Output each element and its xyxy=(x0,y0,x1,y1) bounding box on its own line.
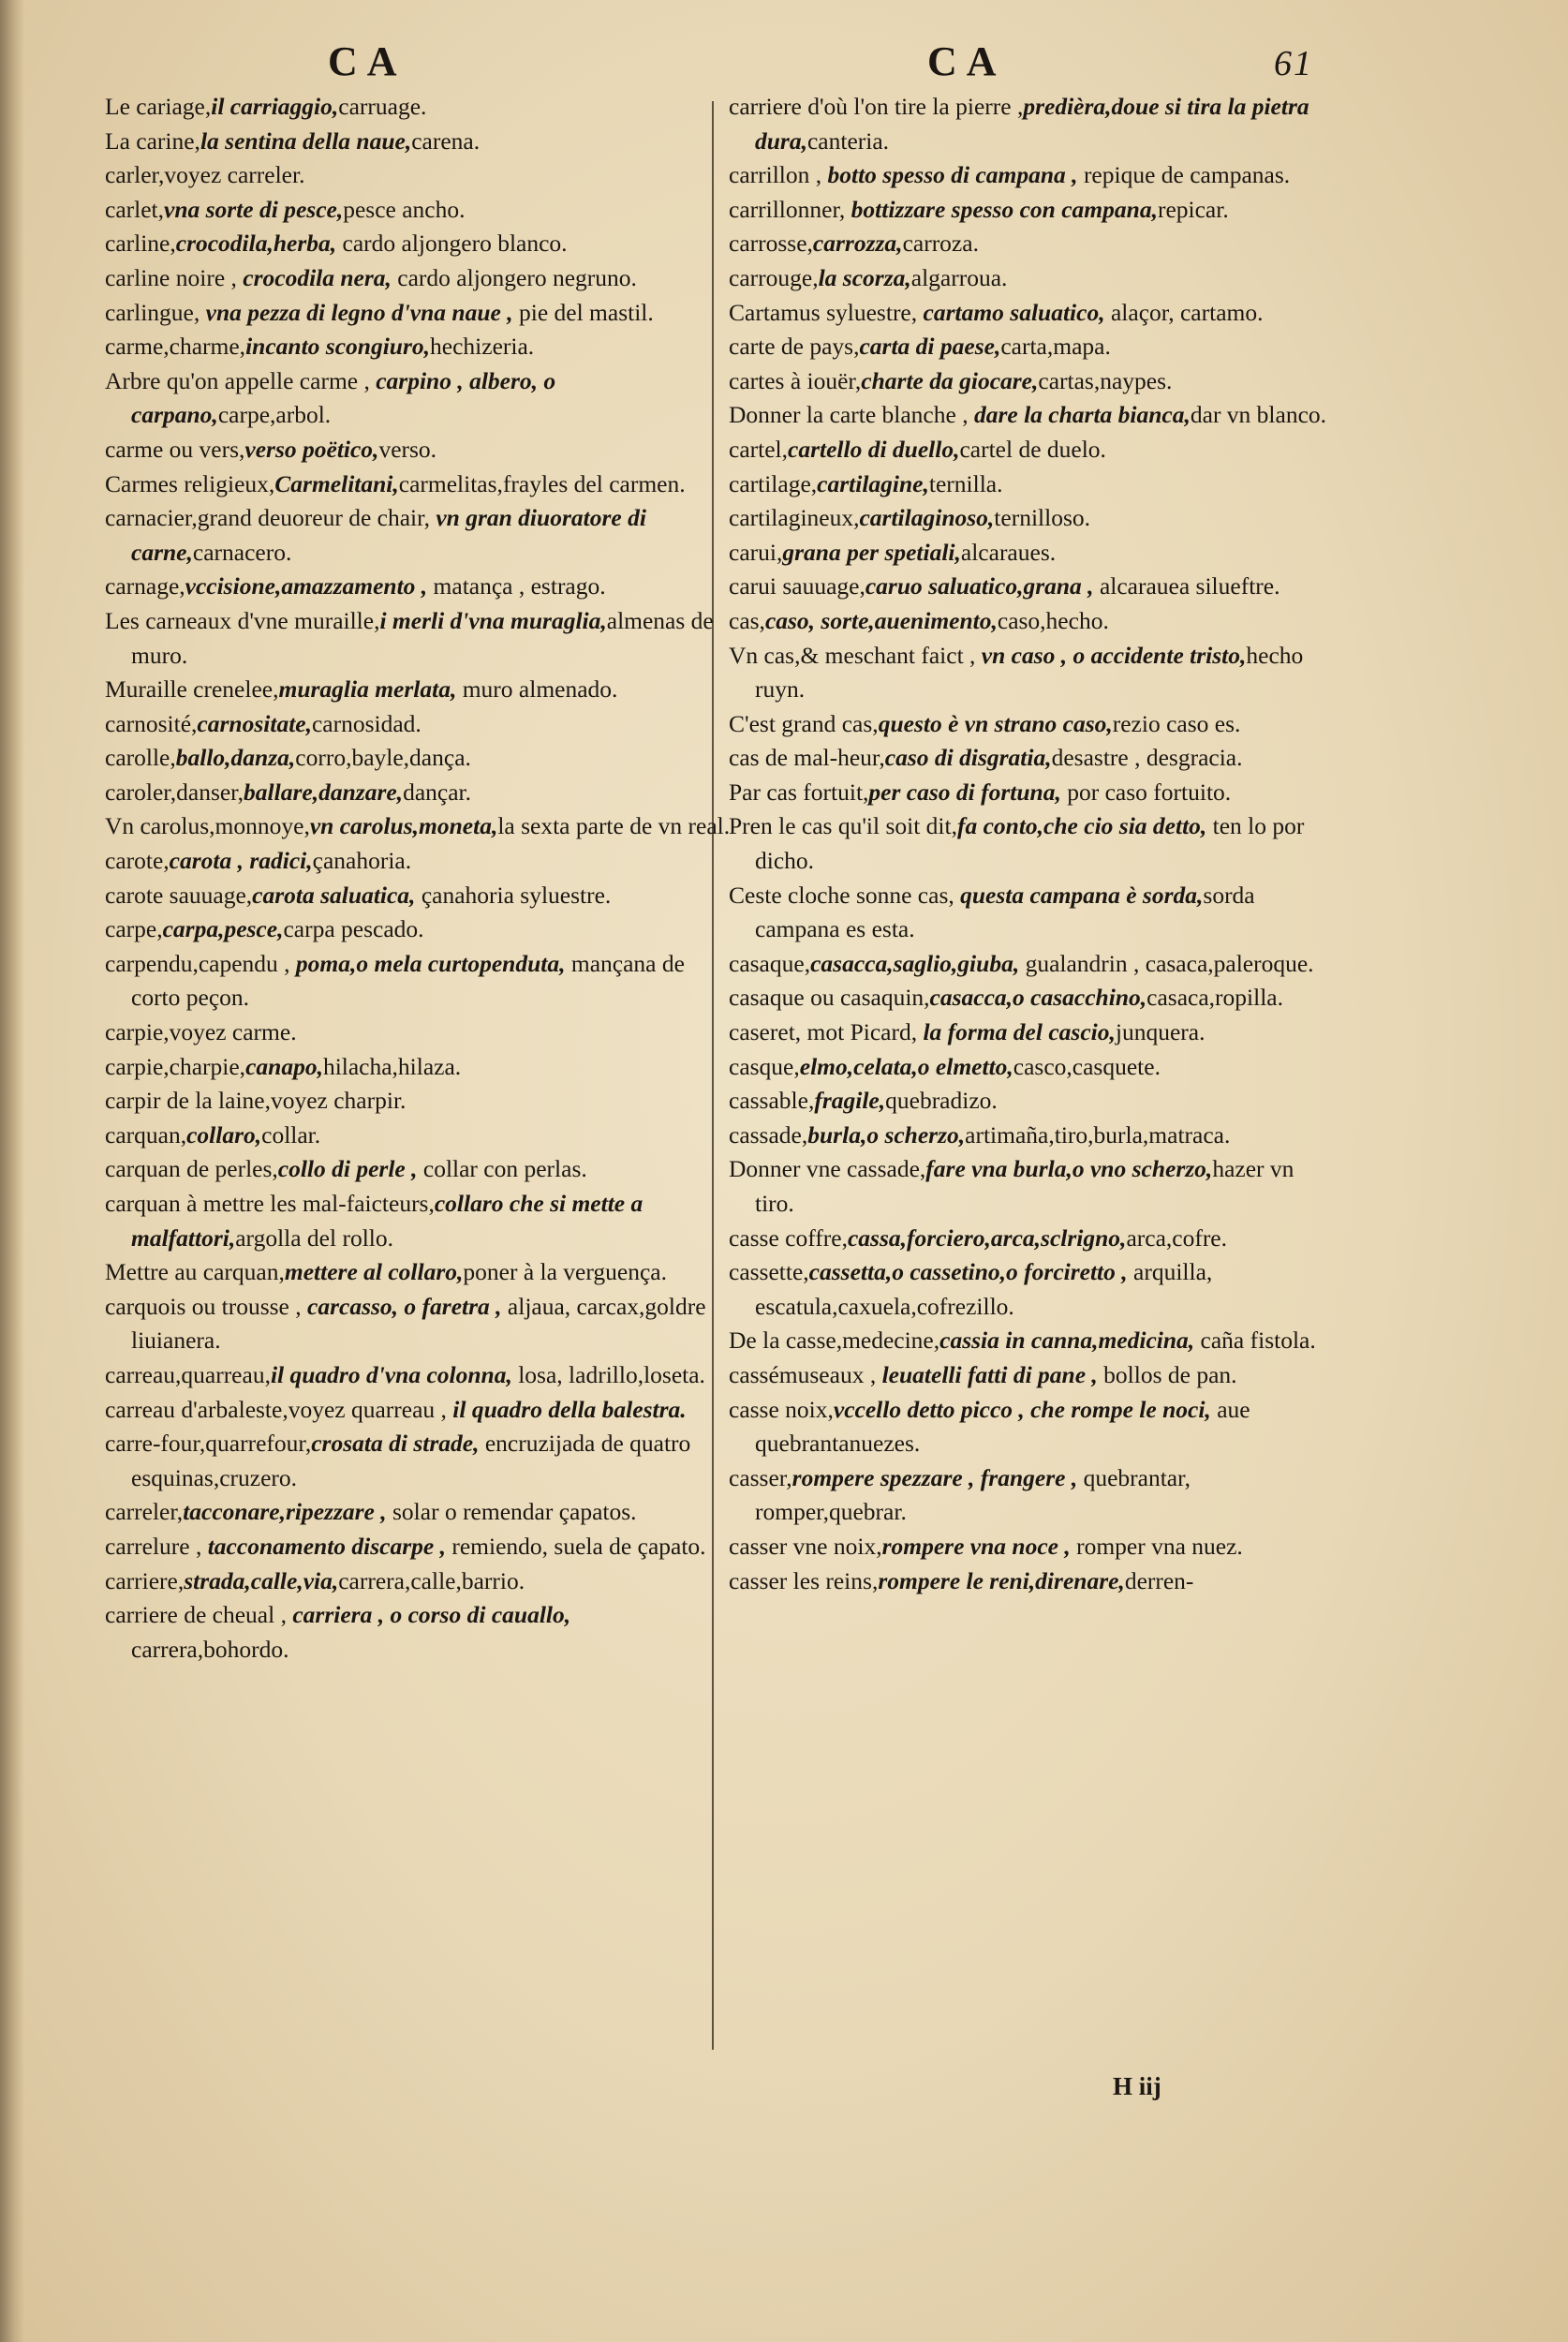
dictionary-entry xyxy=(105,809,732,844)
dictionary-entry xyxy=(105,570,732,604)
entry-italian: Carmelitani, xyxy=(274,469,399,497)
entry-spanish: cartas,naypes. xyxy=(1038,366,1173,394)
entry-italian: tacconare,ripezzare , xyxy=(183,1498,387,1526)
entry-italian: cartello di duello, xyxy=(788,435,960,463)
signature-mark: H iij xyxy=(1113,2072,1161,2100)
entry-spanish: romper vna nuez. xyxy=(1070,1532,1243,1560)
entry-french: cassémuseaux , xyxy=(729,1360,882,1388)
entry-spanish: losa, ladrillo,loseta. xyxy=(511,1360,705,1388)
entry-french: casaque, xyxy=(729,949,811,977)
entry-french: Donner la carte blanche , xyxy=(729,401,974,429)
entry-italian: tacconamento discarpe , xyxy=(207,1532,446,1560)
entry-italian: casacca,o casacchino, xyxy=(929,984,1147,1012)
entry-spanish: carrera,bohordo. xyxy=(131,1635,289,1663)
page-number: 61 xyxy=(1274,44,1313,83)
dictionary-entry xyxy=(105,673,732,707)
dictionary-entry xyxy=(729,158,1338,193)
dictionary-entry xyxy=(105,776,732,810)
entry-french: cassette, xyxy=(729,1258,809,1286)
entry-italian: fragile, xyxy=(814,1087,886,1115)
entry-spanish: carmelitas,frayles del carmen. xyxy=(398,469,686,497)
dictionary-entry xyxy=(729,947,1338,982)
dictionary-entry xyxy=(729,1461,1338,1530)
entry-spanish: carruage. xyxy=(338,93,427,120)
entry-italian: cassia in canna,medicina, xyxy=(939,1327,1195,1355)
entry-italian: collo di perle , xyxy=(277,1155,418,1183)
entry-spanish: desastre , desgracia. xyxy=(1051,744,1243,772)
entry-italian: carta di paese, xyxy=(859,333,1001,361)
dictionary-entry xyxy=(105,707,732,742)
dictionary-entry xyxy=(105,912,732,947)
entry-spanish: carena. xyxy=(411,126,481,155)
entry-spanish: aue quebrantanuezes. xyxy=(755,1395,1250,1458)
entry-italian: rompere vna noce , xyxy=(881,1532,1071,1560)
entry-french: casser les reins, xyxy=(729,1566,879,1594)
entry-italian: cartilagine, xyxy=(817,469,929,497)
entry-italian: carriera , o corso di cauallo, xyxy=(292,1601,571,1629)
entry-french: carler,voyez carreler. xyxy=(105,161,305,189)
entry-french: carolle, xyxy=(105,744,176,772)
entry-italian: cartamo saluatico, xyxy=(923,298,1105,326)
entry-french: Vn carolus,monnoye, xyxy=(105,812,310,840)
dictionary-entry xyxy=(105,1427,732,1495)
entry-italian: cassetta,o cassetino,o forciretto , xyxy=(808,1258,1128,1286)
entry-spanish: carrera,calle,barrio. xyxy=(338,1566,525,1594)
dictionary-entry xyxy=(105,879,732,913)
entry-spanish: carpe,arbol. xyxy=(217,401,332,429)
dictionary-entry xyxy=(729,1119,1338,1153)
entry-italian: bottizzare spesso con campana, xyxy=(851,195,1158,223)
entry-spanish: encruzijada de quatro esquinas,cruzero. xyxy=(131,1430,691,1491)
entry-french: carline noire , xyxy=(105,263,244,291)
entry-french: La carine, xyxy=(105,126,200,155)
entry-french: C'est grand cas, xyxy=(729,709,879,737)
running-head-left: CA xyxy=(328,38,407,84)
entry-french: carriere de cheual , xyxy=(105,1601,293,1629)
entry-french: casse noix, xyxy=(729,1395,834,1423)
entry-spanish: gualandrin , casaca,paleroque. xyxy=(1019,949,1314,977)
entry-italian: poma,o mela curtopenduta, xyxy=(295,949,566,977)
dictionary-entry xyxy=(105,261,732,296)
entry-french: carpe, xyxy=(105,915,163,943)
entry-french: casser, xyxy=(729,1463,792,1491)
dictionary-entry xyxy=(105,1598,732,1667)
dictionary-entry xyxy=(729,1324,1338,1358)
entry-spanish: argolla del rollo. xyxy=(235,1223,393,1252)
dictionary-entry xyxy=(105,1495,732,1530)
entry-french: carriere, xyxy=(105,1566,185,1594)
entry-french: carreau,quarreau, xyxy=(105,1360,271,1388)
dictionary-entry xyxy=(729,604,1338,639)
entry-italian: cassa,forciero,arca,sclrigno, xyxy=(847,1223,1127,1252)
entry-italian: cartilaginoso, xyxy=(859,504,995,532)
entry-italian: dare la charta bianca, xyxy=(973,401,1191,429)
entry-spanish: la sexta parte de vn real. xyxy=(497,812,731,840)
entry-french: carquan, xyxy=(105,1120,187,1149)
entry-french: De la casse,medecine, xyxy=(729,1327,940,1355)
dictionary-entry xyxy=(729,570,1338,604)
entry-italian: crosata di strade, xyxy=(311,1430,480,1458)
entry-french: carrosse, xyxy=(729,230,813,258)
entry-french: cartilagineux, xyxy=(729,504,860,532)
entry-french: carrillon , xyxy=(729,161,828,189)
entry-italian: vn carolus,moneta, xyxy=(309,812,498,840)
entry-italian: caso di disgratia, xyxy=(884,744,1052,772)
entry-french: cas, xyxy=(729,606,765,634)
entry-spanish: matança , estrago. xyxy=(427,572,606,600)
entry-spanish: caso,hecho. xyxy=(997,606,1109,634)
left-column xyxy=(105,90,732,1667)
entry-italian: fa conto,che cio sia detto, xyxy=(956,812,1207,840)
entry-italian: carcasso, o faretra , xyxy=(307,1292,502,1320)
dictionary-entry xyxy=(729,981,1338,1015)
entry-italian: vna pezza di legno d'vna naue , xyxy=(205,298,513,326)
dictionary-entry xyxy=(729,639,1338,707)
entry-spanish: carroza. xyxy=(902,230,979,258)
entry-italian: questa campana è sorda, xyxy=(960,881,1204,909)
dictionary-entry xyxy=(105,296,732,331)
entry-french: casaque ou casaquin, xyxy=(729,984,930,1012)
dictionary-entry xyxy=(105,125,732,159)
entry-french: carnosité, xyxy=(105,709,198,737)
entry-italian: collaro, xyxy=(186,1120,262,1149)
dictionary-entry xyxy=(105,330,732,364)
entry-french: Par cas fortuit, xyxy=(729,778,869,806)
entry-french: cartilage, xyxy=(729,469,818,497)
entry-french: carrillonner, xyxy=(729,195,851,223)
dictionary-entry xyxy=(105,604,732,673)
entry-italian: il quadro d'vna colonna, xyxy=(270,1360,512,1388)
dictionary-entry xyxy=(105,1152,732,1187)
entry-italian: carpa,pesce, xyxy=(162,915,284,943)
entry-french: casque, xyxy=(729,1052,800,1080)
entry-italian: predièra,doue si tira la pietra dura, xyxy=(755,93,1309,155)
entry-spanish: carnacero. xyxy=(192,538,292,566)
entry-italian: botto spesso di campana , xyxy=(827,161,1078,189)
entry-spanish: collar. xyxy=(261,1120,321,1149)
entry-french: cas de mal-heur, xyxy=(729,744,885,772)
entry-italian: elmo,celata,o elmetto, xyxy=(799,1052,1013,1080)
entry-french: cartes à iouër, xyxy=(729,366,862,394)
entry-spanish: collar con perlas. xyxy=(417,1155,587,1183)
right-column xyxy=(729,90,1338,1598)
entry-italian: caso, sorte,auenimento, xyxy=(764,606,998,634)
entry-spanish: aljaua, carcax,goldre liuianera. xyxy=(131,1292,706,1355)
entry-spanish: artimaña,tiro,burla,matraca. xyxy=(965,1120,1231,1149)
entry-italian: strada,calle,via, xyxy=(184,1566,339,1594)
entry-italian: vna sorte di pesce, xyxy=(164,195,344,223)
dictionary-entry xyxy=(729,1222,1338,1256)
entry-french: Ceste cloche sonne cas, xyxy=(729,881,961,909)
entry-french: carui, xyxy=(729,538,783,566)
entry-italian: carota saluatica, xyxy=(252,881,416,909)
entry-spanish: alcarauea silueftre. xyxy=(1093,572,1280,600)
entry-italian: carpino , albero, o carpano, xyxy=(131,366,556,429)
dictionary-entry xyxy=(729,1152,1338,1221)
entry-spanish: ten lo por dicho. xyxy=(755,812,1305,875)
entry-french: cassable, xyxy=(729,1087,815,1115)
entry-spanish: repique de campanas. xyxy=(1077,161,1291,189)
dictionary-entry xyxy=(105,1187,732,1255)
entry-spanish: ternilloso. xyxy=(994,504,1090,532)
entry-french: carquois ou trousse , xyxy=(105,1292,308,1320)
entry-italian: il carriaggio, xyxy=(211,93,339,120)
entry-spanish: hilacha,hilaza. xyxy=(322,1052,462,1080)
entry-spanish: pesce ancho. xyxy=(343,195,466,223)
entry-italian: vn caso , o accidente tristo, xyxy=(981,641,1247,669)
entry-french: carnacier,grand deuoreur de chair, xyxy=(105,504,436,532)
entry-spanish: hecho ruyn. xyxy=(755,641,1304,704)
entry-spanish: canteria. xyxy=(806,126,890,155)
entry-italian: rompere spezzare , frangere , xyxy=(791,1463,1078,1491)
entry-french: carrelure , xyxy=(105,1532,208,1560)
entry-french: carnage, xyxy=(105,572,185,600)
entry-italian: rompere le reni,direnare, xyxy=(878,1566,1125,1594)
entry-spanish: ternilla. xyxy=(928,469,1003,497)
entry-italian: crocodila nera, xyxy=(243,263,392,291)
entry-spanish: corro,bayle,dança. xyxy=(295,744,471,772)
entry-french: Vn cas,& meschant faict , xyxy=(729,641,982,669)
entry-italian: canapo, xyxy=(245,1052,323,1080)
dictionary-entry xyxy=(729,1084,1338,1119)
entry-italian: casacca,saglio,giuba, xyxy=(810,949,1020,977)
entry-french: carquan à mettre les mal-faicteurs, xyxy=(105,1190,435,1217)
dictionary-entry xyxy=(105,1255,732,1290)
entry-italian: questo è vn strano caso, xyxy=(878,709,1113,737)
entry-italian: charte da giocare, xyxy=(861,366,1039,394)
dictionary-entry xyxy=(729,501,1338,536)
entry-italian: vccello detto picco , che rompe le noci, xyxy=(833,1395,1211,1423)
dictionary-entry xyxy=(105,1050,732,1085)
entry-spanish: casco,casquete. xyxy=(1013,1052,1161,1080)
dictionary-entry xyxy=(729,1050,1338,1085)
dictionary-entry xyxy=(729,879,1338,947)
entry-spanish: cardo aljongero negruno. xyxy=(391,263,637,291)
entry-french: carreau d'arbaleste,voyez quarreau , xyxy=(105,1395,453,1423)
dictionary-entry xyxy=(729,364,1338,399)
entry-french: Donner vne cassade, xyxy=(729,1155,926,1183)
dictionary-entry xyxy=(729,193,1338,228)
entry-french: Muraille crenelee, xyxy=(105,675,279,704)
entry-spanish: alcaraues. xyxy=(960,538,1057,566)
dictionary-entry xyxy=(729,227,1338,261)
entry-italian: vccisione,amazzamento , xyxy=(185,572,428,600)
entry-french: carpir de la laine,voyez charpir. xyxy=(105,1087,407,1115)
entry-spanish: junquera. xyxy=(1115,1018,1206,1046)
entry-italian: crocodila,herba, xyxy=(175,230,337,258)
dictionary-entry xyxy=(105,364,732,433)
entry-french: casser vne noix, xyxy=(729,1532,882,1560)
entry-french: carpie,charpie, xyxy=(105,1052,246,1080)
dictionary-entry xyxy=(729,398,1338,433)
dictionary-entry xyxy=(729,296,1338,331)
entry-spanish: dançar. xyxy=(403,778,471,806)
entry-spanish: algarroua. xyxy=(910,263,1008,291)
entry-french: carlet, xyxy=(105,195,164,223)
entry-french: carre-four,quarrefour, xyxy=(105,1430,312,1458)
entry-italian: muraglia merlata, xyxy=(278,675,457,704)
entry-spanish: bollos de pan. xyxy=(1097,1360,1237,1388)
entry-spanish: hechizeria. xyxy=(430,333,535,361)
entry-spanish: cardo aljongero blanco. xyxy=(336,230,568,258)
entry-italian: la scorza, xyxy=(818,263,911,291)
dictionary-entry xyxy=(729,433,1338,467)
entry-french: casse coffre, xyxy=(729,1223,848,1252)
entry-spanish: por caso fortuito. xyxy=(1060,778,1232,806)
entry-italian: mettere al collaro, xyxy=(284,1258,464,1286)
dictionary-entry xyxy=(729,1530,1338,1564)
dictionary-entry xyxy=(105,1290,732,1358)
entry-spanish: quebradizo. xyxy=(885,1087,998,1115)
entry-spanish: dar vn blanco. xyxy=(1190,401,1327,429)
dictionary-entry xyxy=(729,1358,1338,1393)
entry-spanish: hazer vn tiro. xyxy=(755,1155,1294,1217)
entry-italian: verso poëtico, xyxy=(244,435,379,463)
entry-italian: la sentina della naue, xyxy=(200,126,412,155)
dictionary-entry xyxy=(105,1358,732,1393)
entry-italian: vn gran diuoratore di carne, xyxy=(131,504,646,566)
entry-spanish: verso. xyxy=(378,435,437,463)
entry-french: Les carneaux d'vne muraille, xyxy=(105,606,380,634)
dictionary-entry xyxy=(729,1255,1338,1324)
entry-french: Arbre qu'on appelle carme , xyxy=(105,366,377,394)
dictionary-entry xyxy=(105,90,732,125)
dictionary-entry xyxy=(105,1530,732,1564)
dictionary-entry xyxy=(729,330,1338,364)
entry-french: carquan de perles, xyxy=(105,1155,278,1183)
entry-spanish: poner à la verguença. xyxy=(463,1258,667,1286)
running-head-right: CA xyxy=(927,38,1006,84)
entry-italian: i merli d'vna muraglia, xyxy=(379,606,607,634)
entry-french: caseret, mot Picard, xyxy=(729,1018,924,1046)
entry-italian: collaro che si mette a malfattori, xyxy=(131,1190,643,1252)
entry-italian: fare vna burla,o vno scherzo, xyxy=(925,1155,1213,1183)
entry-spanish: carnosidad. xyxy=(311,709,422,737)
entry-spanish: çanahoria syluestre. xyxy=(415,881,612,909)
entry-spanish: almenas de muro. xyxy=(131,606,714,669)
entry-spanish: cartel de duelo. xyxy=(959,435,1106,463)
dictionary-entry xyxy=(729,809,1338,878)
entry-italian: grana per spetiali, xyxy=(782,538,961,566)
binding-edge xyxy=(0,0,24,2342)
entry-french: carui sauuage, xyxy=(729,572,865,600)
dictionary-entry xyxy=(105,501,732,570)
entry-spanish: arca,cofre. xyxy=(1126,1223,1228,1252)
dictionary-entry xyxy=(105,1084,732,1119)
entry-spanish: quebrantar, romper,quebrar. xyxy=(755,1463,1191,1526)
dictionary-entry xyxy=(105,433,732,467)
entry-french: carpendu,capendu , xyxy=(105,949,296,977)
dictionary-entry xyxy=(729,1393,1338,1461)
dictionary-entry xyxy=(105,1564,732,1599)
entry-french: Pren le cas qu'il soit dit, xyxy=(729,812,957,840)
dictionary-entry xyxy=(105,947,732,1015)
entry-spanish: derren- xyxy=(1124,1566,1194,1594)
dictionary-entry xyxy=(105,1015,732,1050)
entry-italian: leuatelli fatti di pane , xyxy=(881,1360,1098,1388)
dictionary-entry xyxy=(729,741,1338,776)
entry-spanish: alaçor, cartamo. xyxy=(1104,298,1264,326)
entry-spanish: pie del mastil. xyxy=(512,298,654,326)
dictionary-entry xyxy=(729,1015,1338,1050)
entry-italian: il quadro della balestra. xyxy=(452,1395,687,1423)
entry-french: Le cariage, xyxy=(105,93,212,120)
entry-french: cartel, xyxy=(729,435,788,463)
entry-italian: carnositate, xyxy=(197,709,312,737)
entry-italian: carrozza, xyxy=(812,230,903,258)
dictionary-entry xyxy=(105,227,732,261)
entry-spanish: muro almenado. xyxy=(456,675,618,704)
entry-spanish: solar o remendar çapatos. xyxy=(386,1498,637,1526)
entry-french: carreler, xyxy=(105,1498,184,1526)
entry-italian: la forma del cascio, xyxy=(923,1018,1116,1046)
entry-french: Mettre au carquan, xyxy=(105,1258,285,1286)
entry-italian: carota , radici, xyxy=(169,847,313,875)
entry-italian: per caso di fortuna, xyxy=(868,778,1061,806)
entry-spanish: carta,mapa. xyxy=(1000,333,1111,361)
dictionary-entry xyxy=(729,776,1338,810)
entry-italian: incanto scongiuro, xyxy=(245,333,431,361)
entry-french: carote, xyxy=(105,847,170,875)
dictionary-entry xyxy=(729,707,1338,742)
entry-spanish: sorda campana es esta. xyxy=(755,881,1255,943)
dictionary-entry xyxy=(105,1119,732,1153)
entry-spanish: casaca,ropilla. xyxy=(1146,984,1283,1012)
entry-french: carrouge, xyxy=(729,263,819,291)
entry-french: carte de pays, xyxy=(729,333,860,361)
entry-spanish: caña fistola. xyxy=(1194,1327,1316,1355)
entry-italian: ballare,danzare, xyxy=(244,778,404,806)
entry-french: Cartamus syluestre, xyxy=(729,298,924,326)
entry-spanish: repicar. xyxy=(1157,195,1229,223)
entry-italian: burla,o scherzo, xyxy=(807,1120,966,1149)
entry-french: carriere d'où l'on tire la pierre , xyxy=(729,93,1024,120)
entry-spanish: arquilla, escatula,caxuela,cofrezillo. xyxy=(755,1258,1213,1320)
entry-spanish: remiendo, suela de çapato. xyxy=(445,1532,706,1560)
entry-french: carote sauuage, xyxy=(105,881,253,909)
entry-french: carme,charme, xyxy=(105,333,246,361)
entry-spanish: çanahoria. xyxy=(312,847,412,875)
dictionary-entry xyxy=(105,467,732,502)
dictionary-entry xyxy=(729,261,1338,296)
dictionary-entry xyxy=(105,844,732,879)
entry-french: caroler,danser, xyxy=(105,778,244,806)
dictionary-entry xyxy=(729,1564,1338,1599)
entry-french: carlingue, xyxy=(105,298,206,326)
entry-spanish: mançana de corto peçon. xyxy=(131,949,685,1012)
entry-spanish: rezio caso es. xyxy=(1112,709,1241,737)
dictionary-entry xyxy=(105,158,732,193)
entry-french: Carmes religieux, xyxy=(105,469,275,497)
entry-italian: caruo saluatico,grana , xyxy=(865,572,1094,600)
entry-french: carpie,voyez carme. xyxy=(105,1018,297,1046)
entry-french: carline, xyxy=(105,230,176,258)
dictionary-entry xyxy=(105,193,732,228)
dictionary-entry xyxy=(729,536,1338,571)
dictionary-entry xyxy=(729,90,1338,158)
entry-french: carme ou vers, xyxy=(105,435,245,463)
entry-french: cassade, xyxy=(729,1120,808,1149)
entry-spanish: carpa pescado. xyxy=(283,915,424,943)
dictionary-entry xyxy=(729,467,1338,502)
entry-italian: ballo,danza, xyxy=(175,744,296,772)
dictionary-entry xyxy=(105,1393,732,1428)
dictionary-entry xyxy=(105,741,732,776)
